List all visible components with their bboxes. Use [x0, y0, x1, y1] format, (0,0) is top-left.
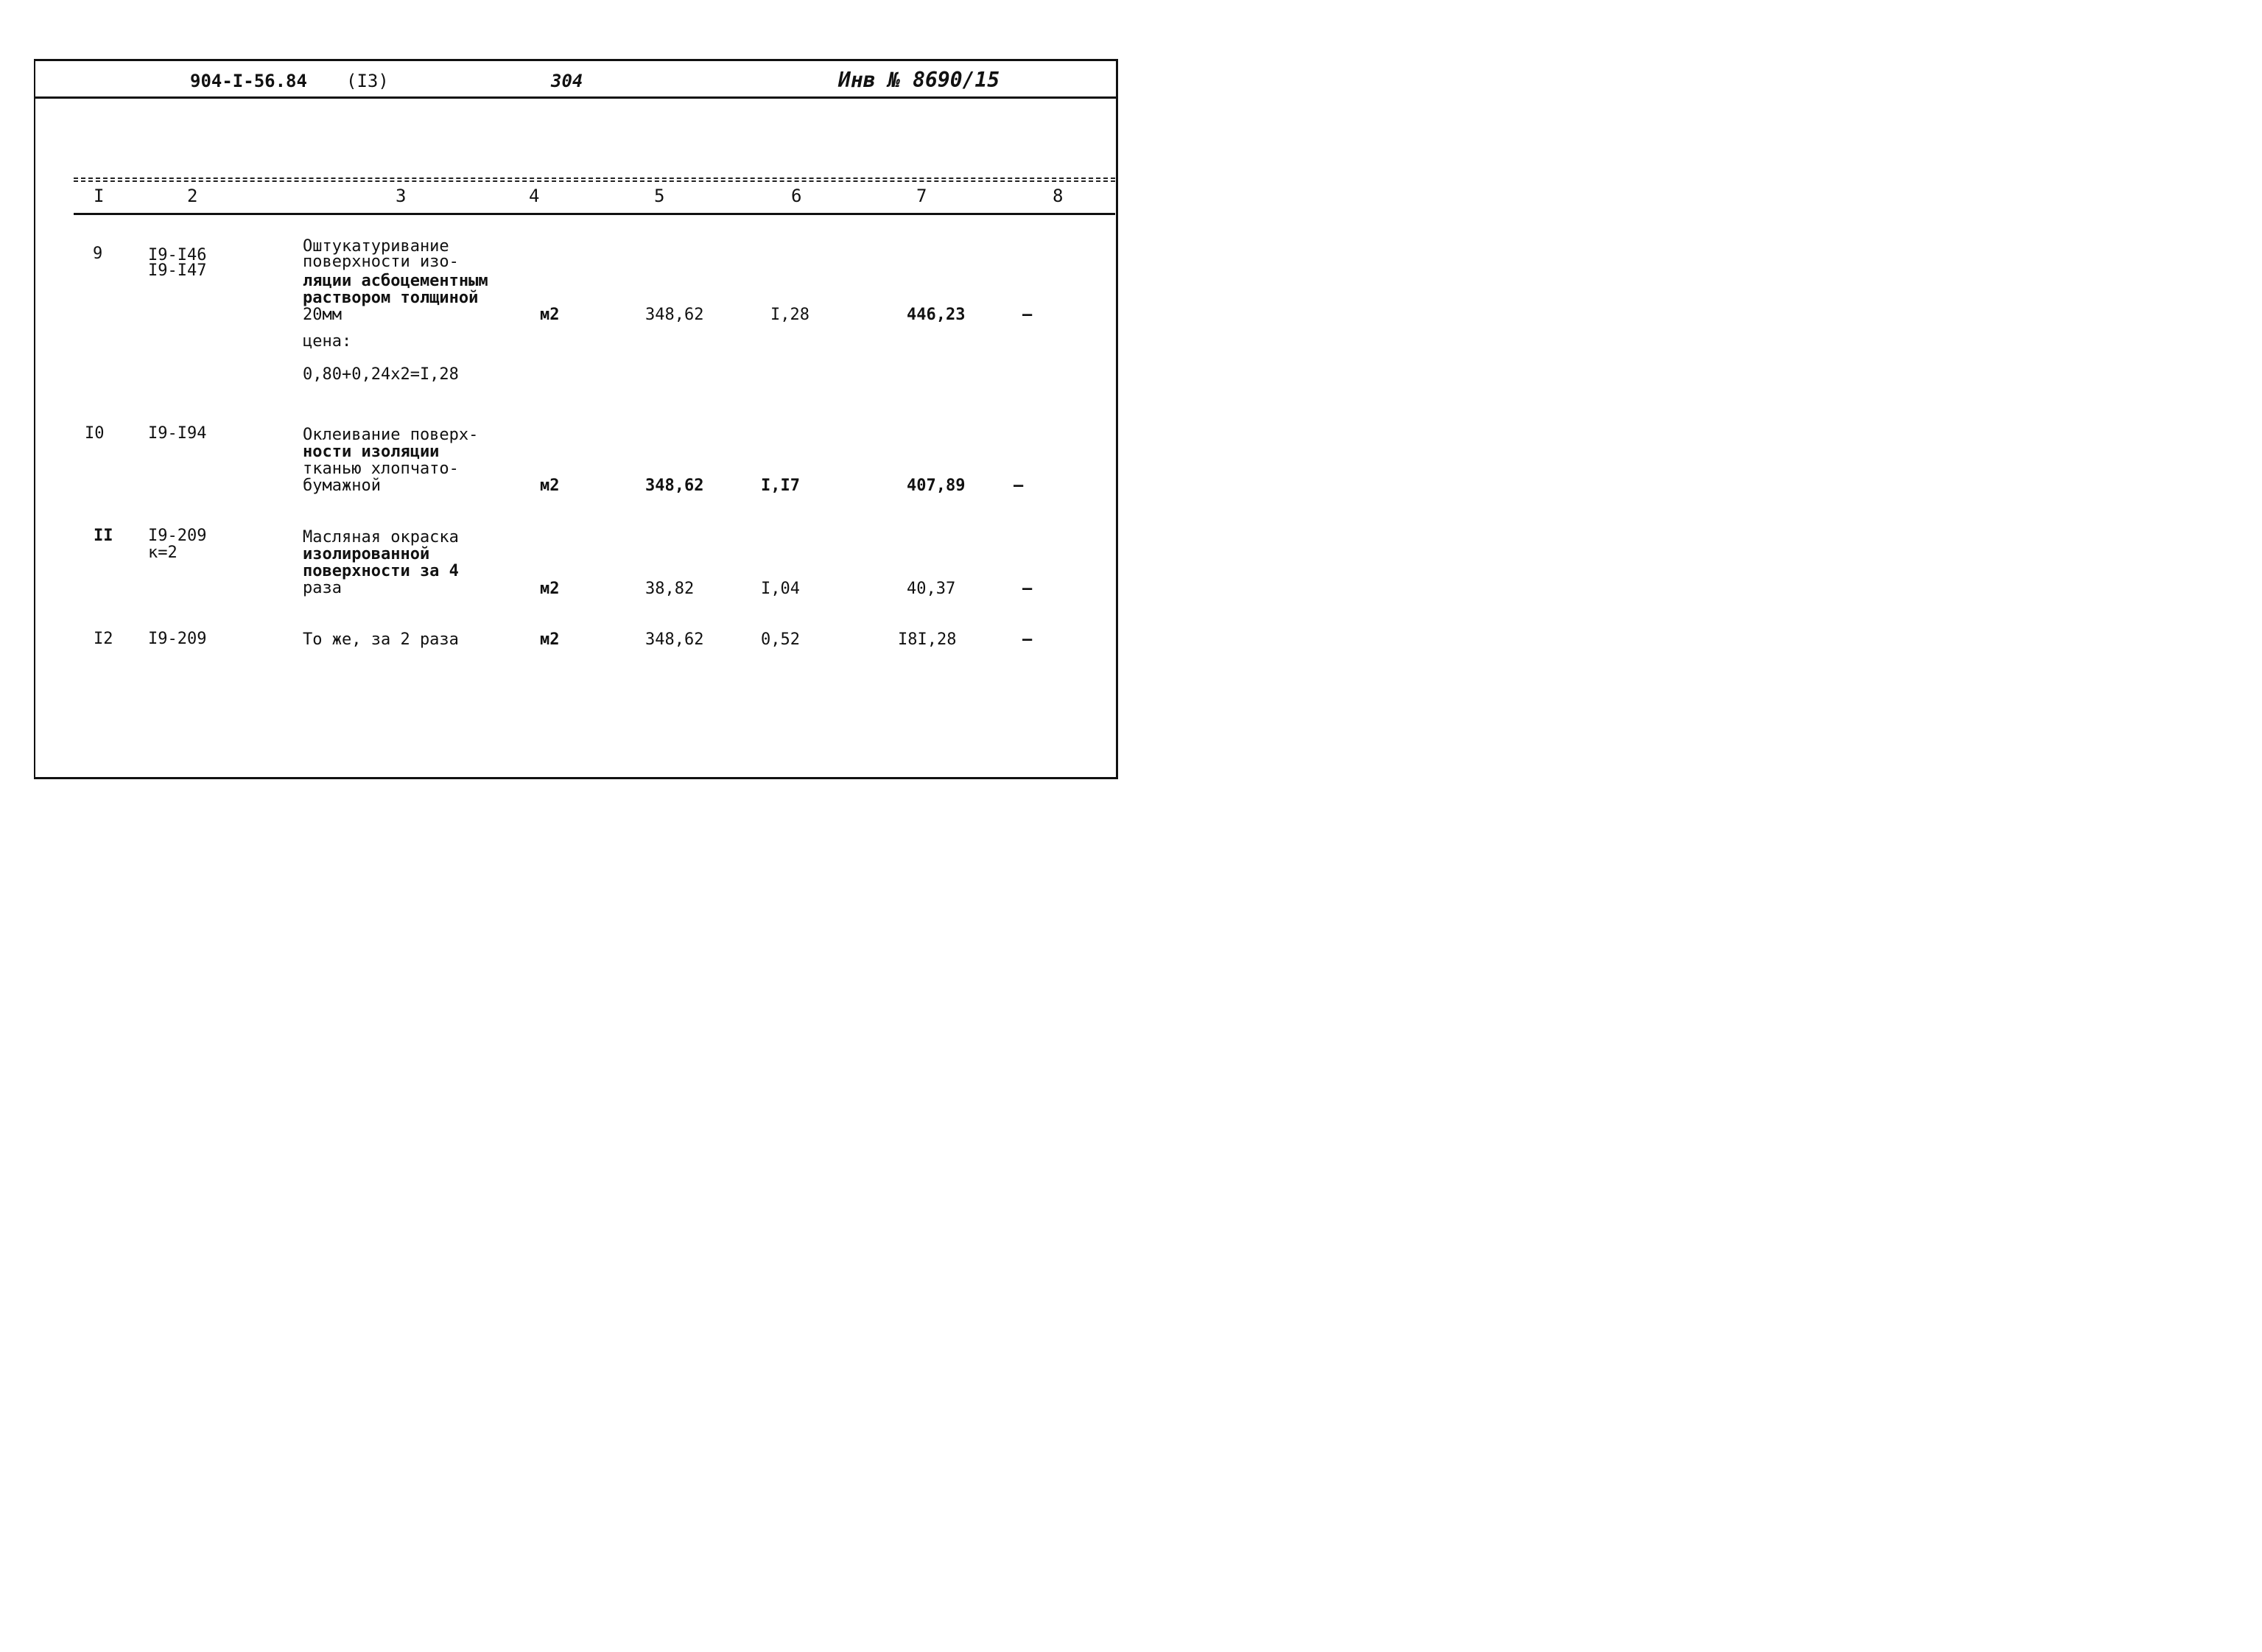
row-code-line: I9-I47: [148, 261, 207, 280]
inventory-number: Инв № 8690/15: [838, 68, 1000, 92]
page-frame: [34, 59, 1118, 779]
row-col8: –: [1022, 306, 1033, 324]
row-description-line: ляции асбоцементным: [303, 272, 488, 290]
page-number: 304: [551, 71, 583, 91]
row-description-line: Масляная окраска: [303, 528, 459, 546]
row-description-line: поверхности за 4: [303, 562, 459, 580]
price-note-formula: 0,80+0,24x2=I,28: [303, 365, 459, 384]
row-total: I8I,28: [898, 630, 957, 649]
row-col8: –: [1022, 630, 1033, 649]
row-unit-price: I,28: [770, 306, 809, 324]
row-description-line: раза: [303, 579, 342, 597]
row-description-line: поверхности изо-: [303, 253, 459, 271]
header-divider: [35, 96, 1117, 99]
column-number-3: 3: [396, 186, 407, 206]
row-description-line: Оклеивание поверх-: [303, 426, 479, 444]
sheet-number: (I3): [346, 71, 389, 91]
row-description-line: 20мм: [303, 306, 342, 324]
row-description-line: изолированной: [303, 545, 430, 563]
row-code-line: I9-209: [148, 527, 207, 545]
row-description-line: раствором толщиной: [303, 289, 479, 307]
row-number: 9: [93, 245, 103, 263]
row-quantity: 348,62: [645, 306, 704, 324]
row-description-line: То же, за 2 раза: [303, 630, 459, 649]
row-total: 40,37: [907, 580, 956, 598]
row-col8: –: [1022, 580, 1033, 598]
row-code-line: I9-I46: [148, 246, 207, 264]
column-number-7: 7: [916, 186, 927, 206]
column-number-6: 6: [791, 186, 802, 206]
row-quantity: 348,62: [645, 630, 704, 649]
column-number-2: 2: [187, 186, 198, 206]
row-description-line: Оштукатуривание: [303, 237, 449, 256]
row-description-line: тканью хлопчато-: [303, 460, 459, 478]
row-unit-price: I,I7: [761, 477, 800, 495]
column-number-8: 8: [1053, 186, 1064, 206]
row-code-line: к=2: [148, 544, 178, 562]
row-code-line: I9-I94: [148, 424, 207, 443]
row-unit-price: I,04: [761, 580, 800, 598]
column-number-4: 4: [529, 186, 540, 206]
row-code-line: I9-209: [148, 630, 207, 648]
row-unit: м2: [540, 630, 560, 649]
row-unit: м2: [540, 477, 560, 495]
row-description-line: ности изоляции: [303, 443, 440, 461]
document-code: 904-I-56.84: [190, 71, 307, 91]
row-unit: м2: [540, 580, 560, 598]
row-quantity: 348,62: [645, 477, 704, 495]
row-unit-price: 0,52: [761, 630, 800, 649]
column-header-bottom-rule: [74, 213, 1115, 215]
row-total: 407,89: [907, 477, 966, 495]
price-note-label: цена:: [303, 332, 352, 351]
row-quantity: 38,82: [645, 580, 695, 598]
row-unit: м2: [540, 306, 560, 324]
column-header-top-rule: [74, 177, 1115, 182]
row-description-line: бумажной: [303, 477, 381, 495]
row-number: II: [94, 527, 113, 545]
row-col8: –: [1014, 477, 1024, 495]
column-number-5: 5: [654, 186, 665, 206]
row-total: 446,23: [907, 306, 966, 324]
row-number: I2: [94, 630, 113, 648]
column-number-1: I: [94, 186, 105, 206]
row-number: I0: [85, 424, 105, 443]
